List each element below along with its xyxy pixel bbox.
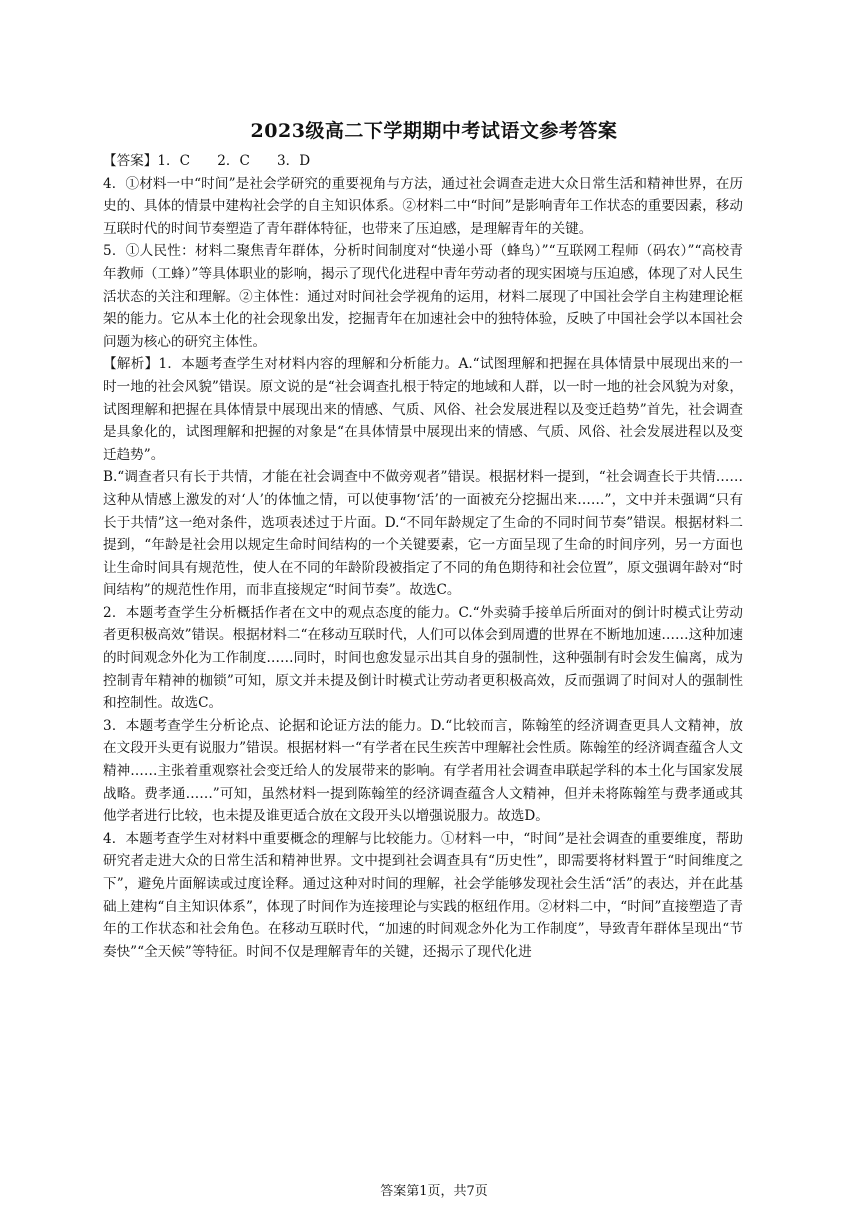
- analysis-2-paragraph: 2．本题考查学生分析概括作者在文中的观点态度的能力。C.“外卖骑手接单后所面对的倒计时模式让劳动者更积极高效”错误。根据材料二“在移动互联时代，人们可以体会到周遭的世界在不断地加速……这种加速的时间观念外化为工作制度……同时，时间也愈发显示出其自身的强制性，这种强制有时会发生偏离，成为控制青年精神的枷锁”可知，原文并未提及倒计时模式让劳动者更积极高效，反而强调了时间对人的强制性和控制性。故选C。: [103, 604, 743, 712]
- analysis-1-paragraph: 【解析】1．本题考查学生对材料内容的理解和分析能力。A.“试图理解和把握在具体情景中展现出来的一时一地的社会风貌”错误。原文说的是“社会调查扎根于特定的地域和人群，以一时一地的社会风貌为对象，试图理解和把握在具体情景中展现出来的情感、气质、风俗、社会发展进程以及变迁趋势”首先，社会调查是具象化的，试图理解和把握的对象是“在具体情景中展现出来的情感、气质、风俗、社会发展进程以及变迁趋势”。: [103, 356, 743, 463]
- analysis-1b-paragraph: B.“调查者只有长于共情，才能在社会调查中不做旁观者”错误。根据材料一提到，“社会调查长于共情……这种从情感上激发的对‘人’的体恤之情，可以使事物‘活’的一面被充分挖掘出来……”，文中并未强调“只有长于共情”这一绝对条件，选项表述过于片面。D.“不同年龄规定了生命的不同时间节奏”错误。根据材料二提到，“年龄是社会用以规定生命时间结构的一个关键要素，它一方面呈现了生命的时间序列，另一方面也让生命时间具有规范性，使人在不同的年龄阶段被指定了不同的角色期待和社会位置”，原文强调年龄对“时间结构”的规范性作用，而非直接规定“时间节奏”。故选C。: [103, 469, 743, 599]
- answer-5-paragraph: 5．①人民性：材料二聚焦青年群体，分析时间制度对“快递小哥（蜂鸟）”“互联网工程师（码农）”“高校青年教师（工蜂）”等具体职业的影响，揭示了现代化进程中青年劳动者的现实困境与压迫感，体现了对人民生活状态的关注和理解。②主体性：通过对时间社会学视角的运用，材料二展现了中国社会学自主构建理论框架的能力。它从本土化的社会现象出发，挖掘青年在加速社会中的独特体验，反映了中国社会学以本国社会问题为核心的研究主体性。: [103, 243, 743, 350]
- answer-4-paragraph: 4．①材料一中“时间”是社会学研究的重要视角与方法，通过社会调查走进大众日常生活和精神世界，在历史的、具体的情景中建构社会学的自主知识体系。②材料二中“时间”是影响青年工作状态的重要因素，移动互联时代的时间节奏塑造了青年群体特征，也带来了压迫感，是理解青年的关键。: [103, 175, 743, 237]
- analysis-4-paragraph: 4．本题考查学生对材料中重要概念的理解与比较能力。①材料一中，“时间”是社会调查的重要维度，帮助研究者走进大众的日常生活和精神世界。文中提到社会调查具有“历史性”，即需要将材料置于“时间维度之下”，避免片面解读或过度诠释。通过这种对时间的理解，社会学能够发现社会生活“活”的表达，并在此基础上建构“自主知识体系”，体现了时间作为连接理论与实践的枢纽作用。②材料二中，“时间”直接塑造了青年的工作状态和社会角色。在移动互联时代，“加速的时间观念外化为工作制度”，导致青年群体呈现出“节奏快”“全天候”等特征。时间不仅是理解青年的关键，还揭示了现代化进: [103, 830, 743, 960]
- document-title: 2023级高二下学期期中考试语文参考答案: [250, 120, 618, 142]
- document-body: [103, 150, 743, 963]
- page-footer: 答案第1页，共7页: [380, 1184, 488, 1199]
- answer-line: 【答案】1．C 2．C 3．D: [103, 153, 311, 169]
- analysis-3-paragraph: 3．本题考查学生分析论点、论据和论证方法的能力。D.“比较而言，陈翰笙的经济调查更具人文精神，放在文段开头更有说服力”错误。根据材料一“有学者在民生疾苦中理解社会性质。陈翰笙的经济调查蕴含人文精神……主张着重观察社会变迁给人的发展带来的影响。有学者用社会调查串联起学科的本土化与国家发展战略。费孝通……”可知，虽然材料一提到陈翰笙的经济调查蕴含人文精神，但并未将陈翰笙与费孝通或其他学者进行比较，也未提及谁更适合放在文段开头以增强说服力。故选D。: [103, 717, 743, 825]
